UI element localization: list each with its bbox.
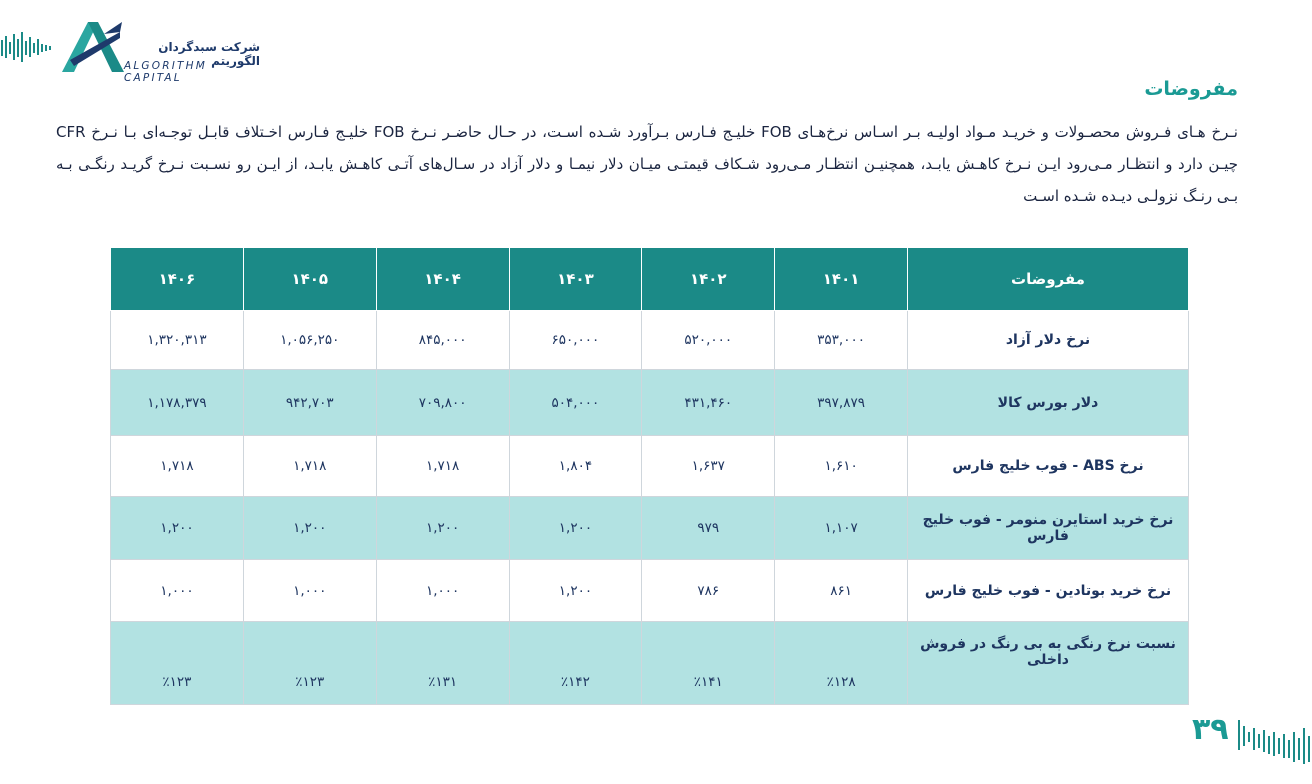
table-cell: ۱,۲۰۰ <box>509 560 642 622</box>
row-label: نرخ دلار آزاد <box>908 311 1189 370</box>
logo-company-fa: شرکت سبدگردان الگوریتم <box>158 40 260 68</box>
table-cell: ٪۱۴۱ <box>642 622 775 705</box>
table-row <box>111 311 1189 370</box>
table-cell: ۱,۲۰۰ <box>243 497 376 560</box>
table-cell: ۳۵۳,۰۰۰ <box>775 311 908 370</box>
row-label: نسبت نرخ رنگی به بی رنگ در فروش داخلی <box>908 622 1189 705</box>
table-cell: ۱,۰۰۰ <box>111 560 244 622</box>
row-label: دلار بورس کالا <box>908 370 1189 436</box>
row-label: نرخ خرید بوتادین - فوب خلیج فارس <box>908 560 1189 622</box>
table-cell: ۹۷۹ <box>642 497 775 560</box>
table-cell: ۳۹۷,۸۷۹ <box>775 370 908 436</box>
table-cell: ٪۱۲۳ <box>243 622 376 705</box>
table-row <box>111 436 1189 497</box>
row-label: نرخ ABS - فوب خلیج فارس <box>908 436 1189 497</box>
table-cell: ۱,۷۱۸ <box>111 436 244 497</box>
company-logo <box>0 18 270 84</box>
table-cell: ۱,۳۲۰,۳۱۳ <box>111 311 244 370</box>
table-cell: ۱,۰۰۰ <box>243 560 376 622</box>
table-cell: ۱,۲۰۰ <box>376 497 509 560</box>
table-cell: ۷۰۹,۸۰۰ <box>376 370 509 436</box>
table-cell: ۱,۶۳۷ <box>642 436 775 497</box>
table-cell: ۹۴۲,۷۰۳ <box>243 370 376 436</box>
page-number: ۳۹ <box>1192 712 1229 747</box>
table-cell: ۱,۲۰۰ <box>111 497 244 560</box>
table-header-row <box>111 248 1189 311</box>
header-cell: ۱۴۰۴ <box>376 248 509 311</box>
table-cell: ۱,۱۷۸,۳۷۹ <box>111 370 244 436</box>
assumptions-table <box>110 247 1189 705</box>
header-cell: ۱۴۰۳ <box>509 248 642 311</box>
table-cell: ۱,۰۵۶,۲۵۰ <box>243 311 376 370</box>
table-cell: ۱,۲۰۰ <box>509 497 642 560</box>
table-cell: ۵۰۴,۰۰۰ <box>509 370 642 436</box>
table-cell: ۱,۷۱۸ <box>376 436 509 497</box>
table-cell: ٪۱۲۳ <box>111 622 244 705</box>
table-cell: ٪۱۴۲ <box>509 622 642 705</box>
table-cell: ۶۵۰,۰۰۰ <box>509 311 642 370</box>
header-cell: ۱۴۰۱ <box>775 248 908 311</box>
table-cell: ۵۲۰,۰۰۰ <box>642 311 775 370</box>
logo-bars-icon <box>0 30 58 64</box>
table-row <box>111 370 1189 436</box>
table-cell: ۱,۷۱۸ <box>243 436 376 497</box>
table-cell: ۷۸۶ <box>642 560 775 622</box>
section-title: مفروضات <box>1144 78 1238 100</box>
footer-bars-icon <box>1236 718 1312 766</box>
header-cell: ۱۴۰۲ <box>642 248 775 311</box>
table-cell: ۸۴۵,۰۰۰ <box>376 311 509 370</box>
table-cell: ۱,۰۰۰ <box>376 560 509 622</box>
assumptions-paragraph: نـرخ هـای فـروش محصـولات و خریـد مـواد اولیـه بـر اسـاس نرخ‌هـای FOB خلیـج فـارس بـرآورد شـده اسـت، در حـال حاضـر نـرخ FOB خلیـج فـارس اخـتلاف قابـل توجـه‌ای بـا نـرخ CFR چیـن دارد و انتظـار مـی‌رود ایـن نـرخ کاهـش یابـد، همچنیـن انتظـار مـی‌رود شـکاف قیمتـی میـان دلار نیمـا و دلار آزاد در سـال‌های آتـی کاهـش یابـد، از ایـن رو نسـبت نـرخ گریـد رنگـی بـه بـی رنـگ نزولـی دیـده شـده اسـت <box>56 123 1238 205</box>
table-cell: ٪۱۲۸ <box>775 622 908 705</box>
header-cell: ۱۴۰۶ <box>111 248 244 311</box>
logo-mark-icon <box>58 18 130 76</box>
table-row <box>111 497 1189 560</box>
table-cell: ۱,۱۰۷ <box>775 497 908 560</box>
table-row <box>111 560 1189 622</box>
header-cell: ۱۴۰۵ <box>243 248 376 311</box>
row-label: نرخ خرید استایرن منومر - فوب خلیج فارس <box>908 497 1189 560</box>
table-row <box>111 622 1189 705</box>
table-cell: ۸۶۱ <box>775 560 908 622</box>
table-cell: ۴۳۱,۴۶۰ <box>642 370 775 436</box>
header-cell: مفروضات <box>908 248 1189 311</box>
table-cell: ٪۱۳۱ <box>376 622 509 705</box>
table-cell: ۱,۸۰۴ <box>509 436 642 497</box>
table-cell: ۱,۶۱۰ <box>775 436 908 497</box>
logo-company-en: ALGORITHM CAPITAL <box>124 60 207 84</box>
